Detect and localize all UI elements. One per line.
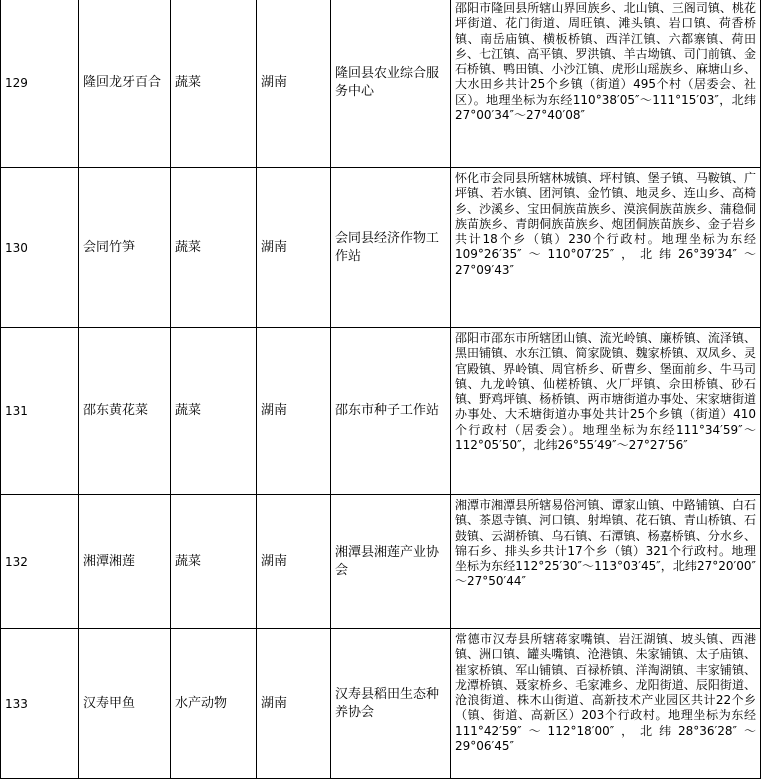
table-row [1, 328, 761, 495]
product-category: 水产动物 [171, 629, 257, 779]
applicant-org: 会同县经济作物工作站 [331, 168, 451, 328]
production-area: 常德市汉寿县所辖蒋家嘴镇、岩汪湖镇、坡头镇、西港镇、洲口镇、罐头嘴镇、沧港镇、朱家铺镇、太子庙镇、崔家桥镇、军山铺镇、百禄桥镇、洋淘湖镇、丰家铺镇、龙潭桥镇、聂家桥乡、毛家滩乡、龙阳街道、辰阳街道、沧浪街道、株木山街道、高新技术产业园区共计22个乡（镇、街道、高新区）203个行政村。地理坐标为东经111°42′59″～112°18′00″，北纬28°36′28″～29°06′45″ [451, 629, 761, 779]
product-category: 蔬菜 [171, 328, 257, 495]
province: 湖南 [257, 328, 331, 495]
province: 湖南 [257, 629, 331, 779]
row-number: 130 [1, 168, 79, 328]
province: 湖南 [257, 0, 331, 168]
table-row [1, 0, 761, 168]
row-number: 132 [1, 495, 79, 629]
product-category: 蔬菜 [171, 168, 257, 328]
applicant-org: 汉寿县稻田生态种养协会 [331, 629, 451, 779]
row-number: 133 [1, 629, 79, 779]
production-area: 邵阳市隆回县所辖山界回族乡、北山镇、三阁司镇、桃花坪街道、花门街道、周旺镇、滩头镇、岩口镇、荷香桥镇、南岳庙镇、横板桥镇、西洋江镇、六都寨镇、荷田乡、七江镇、高平镇、罗洪镇、羊古坳镇、司门前镇、金石桥镇、鸭田镇、小沙江镇、虎形山瑶族乡、麻塘山乡、大水田乡共计25个乡镇（街道）495个村（居委会、社区）。地理坐标为东经110°38′05″～111°15′03″，北纬27°00′34″～27°40′08″ [451, 0, 761, 168]
product-category: 蔬菜 [171, 0, 257, 168]
product-name: 隆回龙牙百合 [79, 0, 171, 168]
product-name: 会同竹笋 [79, 168, 171, 328]
product-name: 汉寿甲鱼 [79, 629, 171, 779]
production-area: 邵阳市邵东市所辖团山镇、流光岭镇、廉桥镇、流泽镇、黑田铺镇、水东江镇、简家陇镇、魏家桥镇、双凤乡、灵官殿镇、界岭镇、周官桥乡、斫曹乡、堡面前乡、牛马司镇、九龙岭镇、仙槎桥镇、火厂坪镇、佘田桥镇、砂石镇、野鸡坪镇、杨桥镇、两市塘街道办事处、宋家塘街道办事处、大禾塘街道办事处共计25个乡镇（街道）410个行政村（居委会）。地理坐标为东经111°34′59″～112°05′50″，北纬26°55′49″～27°27′56″ [451, 328, 761, 495]
product-category: 蔬菜 [171, 495, 257, 629]
row-number: 131 [1, 328, 79, 495]
row-number: 129 [1, 0, 79, 168]
table-row [1, 629, 761, 779]
table-row [1, 168, 761, 328]
product-name: 湘潭湘莲 [79, 495, 171, 629]
product-name: 邵东黄花菜 [79, 328, 171, 495]
production-area: 湘潭市湘潭县所辖易俗河镇、谭家山镇、中路铺镇、白石镇、茶恩寺镇、河口镇、射埠镇、花石镇、青山桥镇、石鼓镇、云湖桥镇、乌石镇、石潭镇、杨嘉桥镇、分水乡、锦石乡、排头乡共计17个乡（镇）321个行政村。地理坐标为东经112°25′30″～113°03′45″，北纬27°20′00″～27°50′44″ [451, 495, 761, 629]
applicant-org: 隆回县农业综合服务中心 [331, 0, 451, 168]
applicant-org: 湘潭县湘莲产业协会 [331, 495, 451, 629]
table-row [1, 495, 761, 629]
production-area: 怀化市会同县所辖林城镇、坪村镇、堡子镇、马鞍镇、广坪镇、若水镇、团河镇、金竹镇、地灵乡、连山乡、高椅乡、沙溪乡、宝田侗族苗族乡、漠滨侗族苗族乡、蒲稳侗族苗族乡、青朗侗族苗族乡、炮团侗族苗族乡、金子岩乡共计18个乡（镇）230个行政村。地理坐标为东经109°26′35″～110°07′25″，北纬26°39′34″～27°09′43″ [451, 168, 761, 328]
province: 湖南 [257, 168, 331, 328]
applicant-org: 邵东市种子工作站 [331, 328, 451, 495]
province: 湖南 [257, 495, 331, 629]
